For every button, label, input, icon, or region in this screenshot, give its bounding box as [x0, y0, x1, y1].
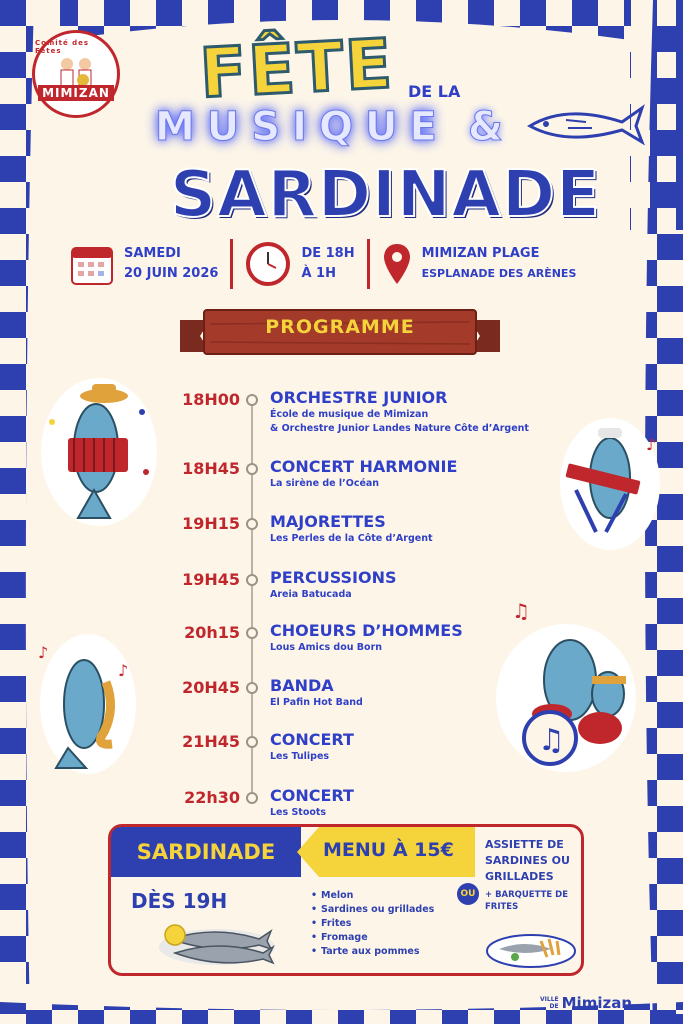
or-badge: OU [457, 883, 479, 905]
time-end: À 1H [301, 266, 336, 281]
timeline-dot [246, 574, 258, 586]
event-subtitle-line: & Orchestre Junior Landes Nature Côte d’Argent [270, 423, 529, 434]
event-time: 20h15 [184, 623, 240, 642]
sardine-fries-plate-illustration [485, 923, 577, 969]
date-full: 20 JUIN 2026 [124, 266, 219, 281]
alternative-line: GRILLADES [485, 870, 554, 883]
programme-title: PROGRAMME [265, 316, 415, 338]
event-time: 20H45 [182, 678, 240, 697]
menu-price-tag [297, 827, 475, 877]
menu-item: • Sardines ou grillades [311, 903, 434, 917]
sardine-outline-icon [526, 100, 646, 150]
event-title: BANDA [270, 676, 334, 695]
title-musique: MUSIQUE [155, 104, 449, 150]
sardinade-menu-box [108, 824, 584, 976]
svg-text:♪: ♪ [38, 643, 49, 662]
timeline-event [170, 514, 590, 554]
time-start: DE 18H [301, 246, 355, 261]
title-ampersand: & [468, 104, 503, 150]
time-block [245, 241, 354, 287]
alternative-offer [485, 837, 585, 885]
info-separator [367, 239, 370, 289]
event-time: 18H00 [182, 390, 240, 409]
menu-items-list [311, 889, 434, 959]
event-title: CONCERT [270, 730, 354, 749]
clock-icon [245, 241, 291, 287]
alternative-line: ASSIETTE DE [485, 838, 564, 851]
place-name: MIMIZAN PLAGE [421, 246, 540, 261]
menu-item: • Tarte aux pommes [311, 945, 434, 959]
timeline-event [170, 388, 590, 434]
event-time: 18H45 [182, 459, 240, 478]
grilled-sardines-lemon-illustration [155, 917, 279, 969]
event-time: 21H45 [182, 732, 240, 751]
alternative-extra-line: FRITES [485, 902, 519, 912]
event-subtitle: Les Stoots [270, 807, 327, 818]
event-subtitle: Areia Batucada [270, 589, 352, 600]
timeline-dot [246, 682, 258, 694]
svg-text:♪: ♪ [118, 661, 129, 680]
event-title: ORCHESTRE JUNIOR [270, 388, 448, 407]
event-time: 19H45 [182, 570, 240, 589]
menu-item: • Fromage [311, 931, 434, 945]
event-info-row [70, 238, 576, 290]
date-block [70, 242, 218, 286]
sardinade-start-time: DÈS 19H [131, 889, 228, 913]
timeline-dot [246, 792, 258, 804]
comite-des-fetes-logo [32, 30, 120, 118]
title-connector: DE LA [408, 82, 461, 101]
menu-item: • Melon [311, 889, 434, 903]
event-subtitle [270, 408, 529, 436]
date-day: SAMEDI [124, 246, 181, 261]
event-title: CONCERT [270, 786, 354, 805]
event-time: 22h30 [184, 788, 240, 807]
event-subtitle: Les Tulipes [270, 751, 330, 762]
svg-text:♫: ♫ [538, 723, 565, 758]
info-separator [230, 239, 233, 289]
alternative-extra [485, 889, 583, 913]
event-title: CONCERT HARMONIE [270, 457, 458, 476]
place-detail: ESPLANADE DES ARÈNES [421, 267, 577, 280]
menu-price: MENU À 15€ [323, 839, 454, 861]
event-subtitle: Lous Amics dou Born [270, 642, 383, 653]
logo-name: MIMIZAN [38, 85, 114, 101]
timeline-event [170, 788, 590, 828]
timeline-event [170, 459, 590, 499]
sardine-drums-sticker [490, 598, 640, 776]
timeline-dot [246, 736, 258, 748]
footer-ville: VILLE [540, 996, 559, 1003]
title-fete: FÊTE [198, 24, 396, 115]
sardine-saxophone-sticker [36, 628, 140, 778]
event-subtitle-line: École de musique de Mimizan [270, 409, 429, 420]
event-title: PERCUSSIONS [270, 568, 397, 587]
menu-item: • Frites [311, 917, 434, 931]
location-pin-icon [382, 242, 412, 286]
logo-arc-text: Comité des Fêtes [35, 39, 90, 55]
alternative-extra-line: + BARQUETTE DE [485, 890, 569, 900]
sardine-accordion-sticker [34, 372, 164, 532]
event-title: CHOEURS D’HOMMES [270, 621, 463, 640]
event-title: MAJORETTES [270, 512, 386, 531]
event-subtitle: El Pafin Hot Band [270, 697, 363, 708]
footer-de: DE [549, 1003, 559, 1010]
sardinade-header: SARDINADE [111, 827, 301, 877]
event-subtitle: La sirène de l’Océan [270, 478, 380, 489]
timeline-dot [246, 463, 258, 475]
timeline-dot [246, 394, 258, 406]
sardine-keyboard-sticker [556, 414, 664, 554]
timeline-dot [246, 627, 258, 639]
programme-banner [180, 306, 500, 366]
calendar-icon [70, 242, 114, 286]
event-time: 19H15 [182, 514, 240, 533]
footer-brand: Mimizan [561, 994, 632, 1012]
svg-text:♪: ♪ [646, 435, 657, 454]
ville-de-mimizan-logo [540, 994, 632, 1012]
event-subtitle: Les Perles de la Côte d’Argent [270, 533, 433, 544]
timeline-dot [246, 518, 258, 530]
title-sardinade: SARDINADE [170, 158, 601, 232]
alternative-line: SARDINES OU [485, 854, 570, 867]
svg-text:♫: ♫ [512, 599, 530, 623]
place-block [382, 242, 577, 286]
